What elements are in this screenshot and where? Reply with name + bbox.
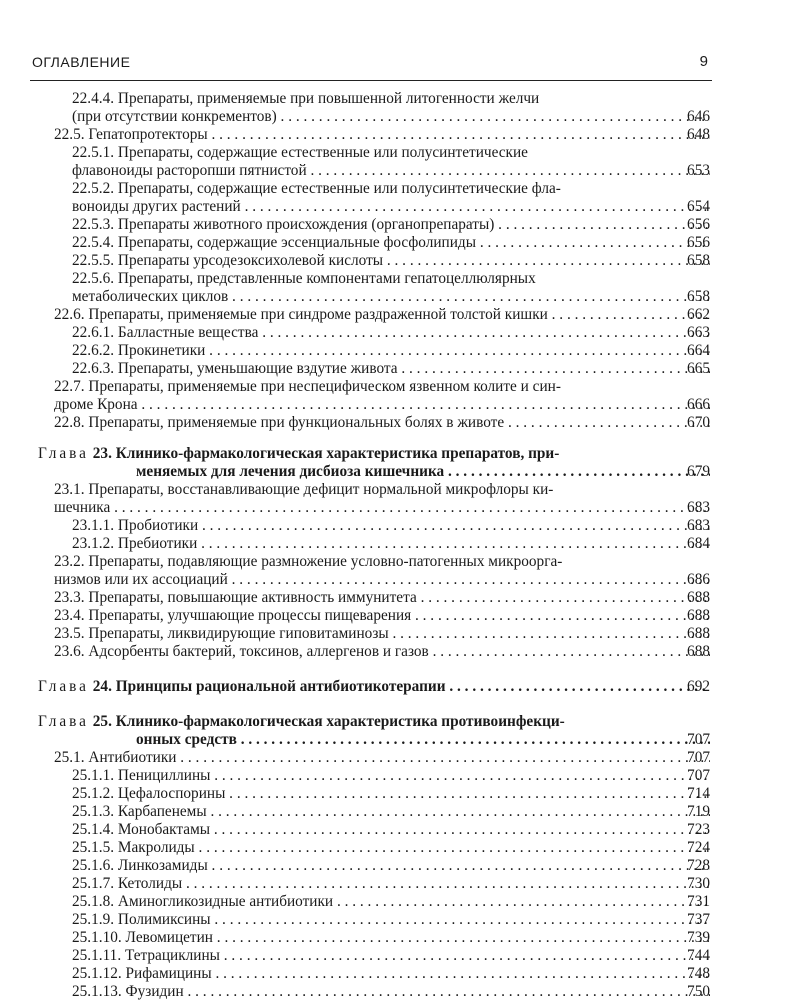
entry-title: Макролиды [117, 839, 195, 856]
entry-number: 25.1.2. [72, 785, 115, 802]
entry-number: 25.1.10. [72, 929, 122, 946]
entry-title: Препараты, восстанавливающие дефицит нормальной микрофлоры ки- [88, 481, 554, 498]
toc-entry-25-1-8[interactable] [38, 893, 710, 911]
toc-entry-23-2[interactable] [38, 553, 710, 589]
entry-number: 22.6. [54, 306, 85, 323]
chapter-title: Клинико-фармакологическая характеристика противоинфекци- [115, 713, 565, 730]
toc-entry-22-5-5[interactable] [38, 252, 710, 270]
entry-number: 22.5.5. [72, 252, 115, 269]
chapter-label: Глава [38, 445, 89, 462]
entry-title: Карбапенемы [117, 803, 207, 820]
toc-entry-25-1[interactable] [38, 749, 710, 767]
table-of-contents [38, 90, 710, 1001]
toc-entry-22-5-6[interactable] [38, 270, 710, 306]
entry-number: 22.6.1. [72, 324, 115, 341]
entry-number: 22.5.1. [72, 144, 115, 161]
chapter-title-cont: онных средств . . . [38, 731, 710, 749]
entry-page: 653 [687, 162, 710, 179]
entry-title-cont: шечника . . . [54, 499, 710, 517]
toc-entry-23-1-2[interactable] [38, 535, 710, 553]
entry-page: 724 [687, 839, 710, 856]
entry-title: Препараты, ликвидирующие гиповитаминозы [88, 625, 389, 642]
entry-number: 25.1.3. [72, 803, 115, 820]
entry-title: Линкозамиды [117, 857, 208, 874]
toc-entry-25-1-12[interactable] [38, 965, 710, 983]
toc-entry-25-1-9[interactable] [38, 911, 710, 929]
entry-title: Тетрациклины [124, 947, 220, 964]
entry-page: 730 [687, 875, 710, 892]
chapter-label: Глава [38, 678, 89, 695]
entry-title: Адсорбенты бактерий, токсинов, аллергенов и газов [88, 643, 429, 660]
entry-number: 23.1.2. [72, 535, 115, 552]
entry-number: 22.5.6. [72, 270, 115, 287]
entry-number: 22.6.2. [72, 342, 115, 359]
entry-page: 707 [687, 749, 710, 766]
entry-page: 744 [687, 947, 710, 964]
entry-title: Препараты, содержащие естественные или полусинтетические фла- [117, 180, 561, 197]
entry-page: 739 [687, 929, 710, 946]
entry-number: 25.1.8. [72, 893, 115, 910]
entry-number: 23.2. [54, 553, 85, 570]
entry-number: 22.8. [54, 414, 85, 431]
toc-entry-22-6-1[interactable] [38, 324, 710, 342]
toc-entry-22-6-2[interactable] [38, 342, 710, 360]
chapter-page: 679 [687, 463, 710, 480]
entry-number: 23.1.1. [72, 517, 115, 534]
toc-chapter-25[interactable] [38, 713, 710, 749]
toc-chapter-24[interactable] [38, 678, 710, 696]
entry-title-cont: флавоноиды расторопши пятнистой . . . [72, 162, 710, 180]
entry-page: 665 [687, 360, 710, 377]
entry-page: 656 [687, 234, 710, 251]
entry-number: 23.5. [54, 625, 85, 642]
entry-number: 23.3. [54, 589, 85, 606]
entry-title: Фузидин [125, 983, 184, 1000]
entry-number: 22.5.4. [72, 234, 115, 251]
entry-number: 22.4.4. [72, 90, 115, 107]
entry-page: 737 [687, 911, 710, 928]
entry-page: 648 [687, 126, 710, 143]
entry-page: 683 [687, 517, 710, 534]
entry-number: 25.1.13. [72, 983, 122, 1000]
toc-entry-25-1-1[interactable] [38, 767, 710, 785]
entry-page: 663 [687, 324, 710, 341]
entry-number: 23.4. [54, 607, 85, 624]
toc-entry-25-1-4[interactable] [38, 821, 710, 839]
entry-title: Препараты, содержащие естественные или полусинтетические [117, 144, 528, 161]
entry-number: 25.1. [54, 749, 85, 766]
entry-page: 688 [687, 625, 710, 642]
entry-number: 23.6. [54, 643, 85, 660]
chapter-page: 692 [687, 678, 710, 695]
header-title: ОГЛАВЛЕНИЕ [32, 54, 131, 70]
entry-page: 666 [687, 396, 710, 413]
toc-entry-25-1-7[interactable] [38, 875, 710, 893]
entry-number: 25.1.1. [72, 767, 115, 784]
toc-entry-23-3[interactable] [38, 589, 710, 607]
entry-number: 25.1.4. [72, 821, 115, 838]
entry-number: 25.1.11. [72, 947, 122, 964]
entry-number: 22.5.2. [72, 180, 115, 197]
entry-title-cont: (при отсутствии конкрементов) . . . [72, 108, 710, 126]
entry-number: 23.1. [54, 481, 85, 498]
toc-entry-25-1-10[interactable] [38, 929, 710, 947]
entry-title: Кетолиды [117, 875, 183, 892]
entry-page: 688 [687, 607, 710, 624]
entry-page: 683 [687, 499, 710, 516]
chapter-title: Принципы рациональной антибиотикотерапии [115, 678, 446, 695]
entry-page: 688 [687, 589, 710, 606]
entry-page: 750 [687, 983, 710, 1000]
entry-title: Препараты, уменьшающие вздутие живота [117, 360, 398, 377]
entry-page: 646 [687, 108, 710, 125]
entry-number: 25.1.6. [72, 857, 115, 874]
entry-page: 656 [687, 216, 710, 233]
entry-number: 25.1.9. [72, 911, 115, 928]
toc-entry-22-8[interactable] [38, 414, 710, 432]
entry-title-cont: метаболических циклов . . . [72, 288, 710, 306]
entry-title: Пребиотики [117, 535, 198, 552]
entry-title: Монобактамы [117, 821, 211, 838]
toc-entry-22-5-4[interactable] [38, 234, 710, 252]
entry-title: Препараты, применяемые при повышенной литогенности желчи [117, 90, 540, 107]
chapter-page: 707 [687, 731, 710, 748]
entry-page: 670 [687, 414, 710, 431]
entry-page: 654 [687, 198, 710, 215]
entry-title: Препараты, представленные компонентами гепатоцеллюлярных [117, 270, 536, 287]
entry-title-cont: воноиды других растений . . . [72, 198, 710, 216]
entry-title: Аминогликозидные антибиотики [117, 893, 334, 910]
toc-entry-23-1[interactable] [38, 481, 710, 517]
entry-page: 719 [687, 803, 710, 820]
toc-entry-23-5[interactable] [38, 625, 710, 643]
entry-number: 25.1.7. [72, 875, 115, 892]
chapter-number: 25. [92, 713, 112, 730]
chapter-number: 24. [92, 678, 112, 695]
chapter-title-cont: меняемых для лечения дисбиоза кишечника . . . [38, 463, 710, 481]
entry-title: Пенициллины [117, 767, 211, 784]
entry-title: Препараты, применяемые при неспецифическом язвенном колите и син- [88, 378, 561, 395]
entry-page: 658 [687, 252, 710, 269]
entry-title: Прокинетики [117, 342, 206, 359]
toc-entry-25-1-5[interactable] [38, 839, 710, 857]
toc-entry-22-5[interactable] [38, 126, 710, 144]
toc-entry-23-6[interactable] [38, 643, 710, 661]
entry-title: Препараты, подавляющие размножение условно-патогенных микроорга- [88, 553, 563, 570]
running-header [30, 50, 712, 81]
entry-page: 664 [687, 342, 710, 359]
toc-entry-22-4-4[interactable] [38, 90, 710, 126]
entry-title: Полимиксины [117, 911, 211, 928]
entry-page: 731 [687, 893, 710, 910]
entry-page: 723 [687, 821, 710, 838]
entry-title: Балластные вещества [117, 324, 259, 341]
toc-entry-25-1-2[interactable] [38, 785, 710, 803]
toc-entry-22-5-2[interactable] [38, 180, 710, 216]
entry-number: 22.7. [54, 378, 85, 395]
toc-entry-23-1-1[interactable] [38, 517, 710, 535]
entry-title: Препараты, применяемые при функциональных болях в животе [88, 414, 505, 431]
toc-entry-22-6-3[interactable] [38, 360, 710, 378]
entry-title: Препараты, применяемые при синдроме раздраженной толстой кишки [88, 306, 548, 323]
toc-entry-22-6[interactable] [38, 306, 710, 324]
entry-page: 748 [687, 965, 710, 982]
toc-entry-22-7[interactable] [38, 378, 710, 414]
entry-page: 684 [687, 535, 710, 552]
toc-entry-22-5-3[interactable] [38, 216, 710, 234]
entry-title: Левомицетин [125, 929, 213, 946]
toc-entry-22-5-1[interactable] [38, 144, 710, 180]
entry-title: Рифамицины [125, 965, 212, 982]
entry-title-cont: низмов или их ассоциаций . . . [54, 571, 710, 589]
entry-title: Препараты животного происхождения (органопрепараты) [117, 216, 495, 233]
toc-chapter-23[interactable] [38, 445, 710, 481]
entry-page: 686 [687, 571, 710, 588]
toc-entry-25-1-6[interactable] [38, 857, 710, 875]
entry-page: 688 [687, 643, 710, 660]
toc-entry-25-1-13[interactable] [38, 983, 710, 1001]
entry-page: 658 [687, 288, 710, 305]
toc-entry-25-1-11[interactable] [38, 947, 710, 965]
entry-page: 728 [687, 857, 710, 874]
chapter-number: 23. [92, 445, 112, 462]
entry-title: Антибиотики [88, 749, 177, 766]
entry-number: 25.1.12. [72, 965, 122, 982]
header-page-number: 9 [699, 53, 708, 70]
entry-title: Препараты, повышающие активность иммунитета [88, 589, 417, 606]
toc-entry-23-4[interactable] [38, 607, 710, 625]
entry-page: 707 [687, 767, 710, 784]
entry-title: Препараты, содержащие эссенциальные фосфолипиды [117, 234, 476, 251]
entry-title: Пробиотики [117, 517, 199, 534]
entry-number: 22.6.3. [72, 360, 115, 377]
chapter-label: Глава [38, 713, 89, 730]
entry-number: 22.5. [54, 126, 85, 143]
entry-title: Гепатопротекторы [88, 126, 208, 143]
entry-title: Цефалоспорины [117, 785, 226, 802]
chapter-title: Клинико-фармакологическая характеристика препаратов, при- [115, 445, 560, 462]
entry-page: 662 [687, 306, 710, 323]
entry-title-cont: дроме Крона . . . [54, 396, 710, 414]
entry-title: Препараты урсодезоксихолевой кислоты [117, 252, 384, 269]
entry-title: Препараты, улучшающие процессы пищеварения [88, 607, 412, 624]
entry-page: 714 [687, 785, 710, 802]
entry-number: 25.1.5. [72, 839, 115, 856]
entry-number: 22.5.3. [72, 216, 115, 233]
toc-entry-25-1-3[interactable] [38, 803, 710, 821]
